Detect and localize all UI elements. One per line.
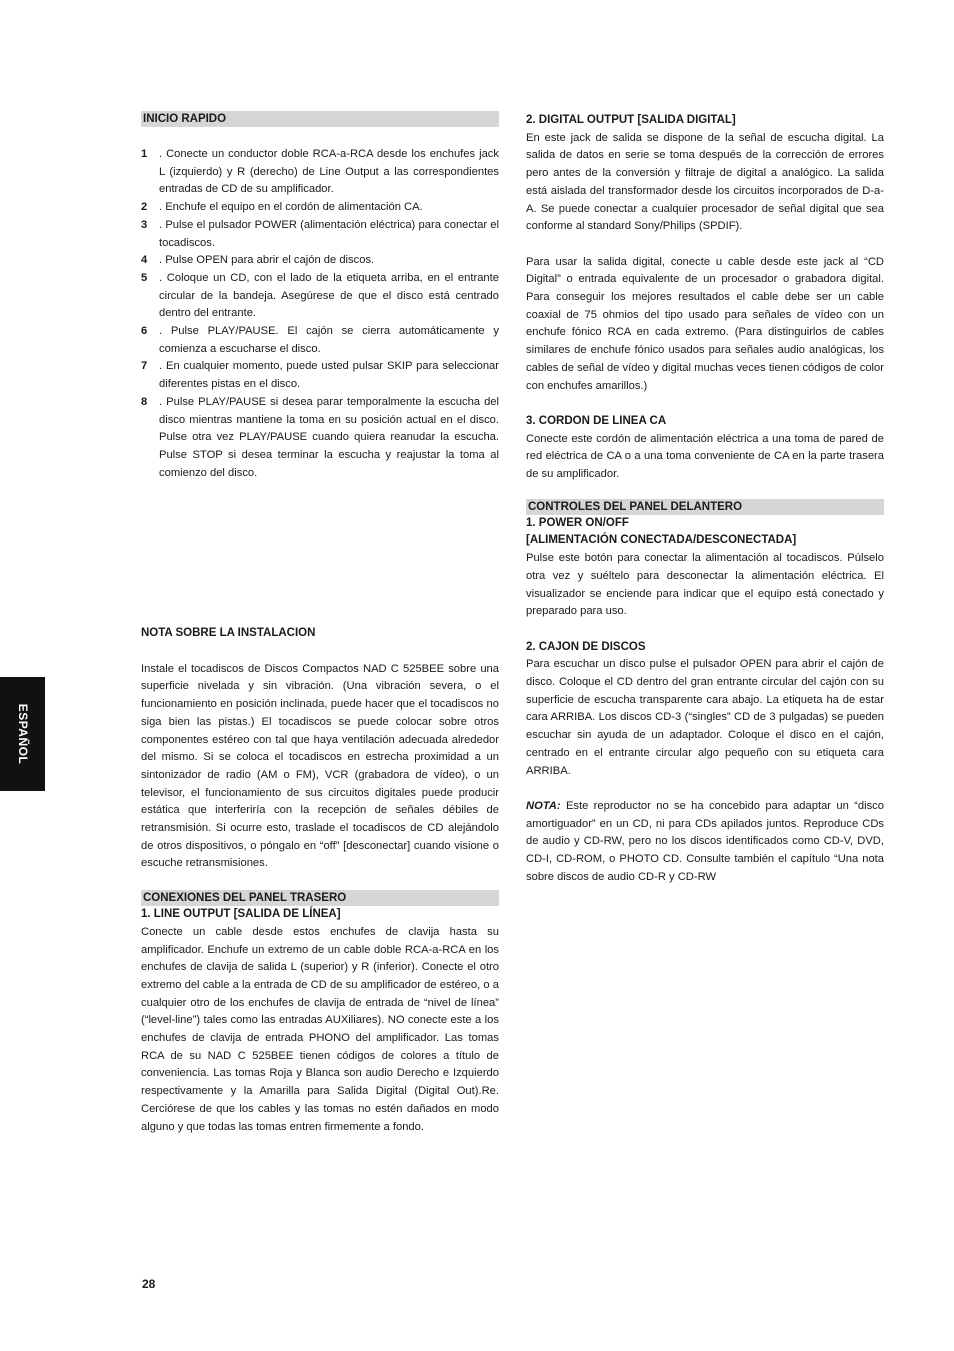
step-8: 8 . Pulse PLAY/PAUSE si desea parar temporalmente la escucha del disco mientras mantiene la toma en su posición actual en el disco. Pulse otra vez PLAY/PAUSE cuando quiera reanudar la escucha. Pulse STOP si desea terminar la escucha y reajustar la toma al comienzo del disco. — [141, 395, 499, 479]
page-number: 28 — [142, 1277, 156, 1291]
step-1: 1 . Conecte un conductor doble RCA-a-RCA desde los enchufes jack L (izquierdo) y R (derecho) de Line Output a las correspondientes entradas de CD de su amplificador. — [141, 148, 499, 196]
digital-output-text-2: Para usar la salida digital, conecte u cable desde este jack al “CD Digital” o entrada equivalente de un procesador o grabadora digital. Para conseguir los mejores resultados el cable debe ser un cable coaxial de 75 ohmios del tipo usado para señales de vídeo con un enchufe fónico RCA en cada extremo. (Para distinguirlos de cables similares de enchufe fónico usados para señales audio analógicas, los cables de señal de vídeo y digital muchas veces tienen códigos de color con enchufes amarillos.) — [526, 255, 884, 392]
installation-note-text: Instale el tocadiscos de Discos Compactos NAD C 525BEE sobre una superficie nivelada y sin vibración. (Una vibración severa, o el funcionamiento en posición inclinada, puede hacer que el tocadiscos no siga bien las pistas.) El tocadiscos se puede colocar sobre otros componentes estéreo con tal que haya ventilación adecuada alrededor del mismo. Si se coloca el tocadiscos en estrecha proximidad a un sintonizador de radio (AM o FM), VCR (grabadora de vídeo), o un televisor, el funcionamiento de sus circuitos digitales puede producir estática que interferiría con la recepción de señales débiles de retransmisión. Si ocurre esto, traslade el tocadiscos de CD alejándolo de otros dispositivos, o póngalo en “off” [desconectar] cuando visione o escuche retransmisiones. — [141, 662, 499, 870]
power-heading-2: [ALIMENTACIÓN CONECTADA/DESCONECTADA] — [526, 534, 797, 547]
step-2: 2 . Enchufe el equipo en el cordón de alimentación CA. — [141, 201, 423, 214]
step-6: 6 . Pulse PLAY/PAUSE. El cajón se cierra automáticamente y comienza a escucharse el disco. — [141, 325, 499, 355]
quick-start-steps — [141, 146, 499, 482]
right-column — [526, 112, 884, 886]
line-output-heading: 1. LINE OUTPUT [SALIDA DE LÍNEA] — [141, 908, 341, 921]
step-7: 7 . En cualquier momento, puede usted pulsar SKIP para seleccionar diferentes pistas en el disco. — [141, 360, 499, 391]
line-output-text: Conecte un cable desde estos enchufes de clavija hasta su amplificador. Enchufe un extremo de un cable doble RCA-a-RCA en los enchufes de clavija de salida L (superior) y R (inferior). Conecte el otro extremo del cable a la entrada de CD de su amplificador de estéreo, o a cualquier otro de los enchufes de clavija de entrada de “nivel de línea” (“level-line”) tales como las entradas AUXiliares). NO conecte este a los enchufes de clavija de entrada PHONO del amplificador. Las tomas RCA de su NAD C 525BEE tienen códigos de colores a título de conveniencia. Las tomas Roja y Blanca son audio Derecho e Izquierdo respectivamente y la Amarilla para Salida Digital (Digital Out).Re. Cerciórese de que los cables y las tomas no estén dañados en modo alguno y que todas las tomas entren firmemente a fondo. — [141, 925, 499, 1133]
step-5: 5 . Coloque un CD, con el lado de la etiqueta arriba, en el entrante circular de la bandeja. Asegúrese de que el disco está centrado dentro del entrante. — [141, 271, 499, 320]
language-tab — [0, 677, 45, 791]
language-tab-label: ESPAÑOL — [15, 703, 30, 765]
power-heading-1: 1. POWER ON/OFF — [526, 516, 629, 529]
section-header-controles: CONTROLES DEL PANEL DELANTERO — [526, 499, 884, 515]
left-column — [141, 111, 499, 1133]
step-3: 3 . Pulse el pulsador POWER (alimentación eléctrica) para conectar el tocadiscos. — [141, 218, 499, 249]
section-header-inicio-rapido: INICIO RAPIDO — [141, 111, 499, 127]
step-4: 4 . Pulse OPEN para abrir el cajón de discos. — [141, 254, 375, 267]
digital-output-heading: 2. DIGITAL OUTPUT [SALIDA DIGITAL] — [526, 114, 736, 126]
digital-output-text-1: En este jack de salida se dispone de la señal de escucha digital. La salida de datos en serie se toma después de la corrección de errores pero antes de la conversión y filtraje de digital a analógico. La salida está aislada del transformador desde los circuitos incorporados de D-a-A. Se puede conectar a cualquier procesador de señal digital que sea conforme al standard Sony/Philips (SPDIF). — [526, 131, 884, 233]
nota-label: NOTA: — [526, 799, 561, 812]
nota-paragraph — [526, 798, 884, 887]
cordon-heading: 3. CORDON DE LINEA CA — [526, 414, 667, 427]
installation-note-block — [141, 625, 499, 1136]
cordon-text: Conecte este cordón de alimentación eléctrica a una toma de pared de red eléctrica de CA o a una toma conveniente de CA en la parte trasera de su amplificador. — [526, 432, 884, 481]
cajon-heading: 2. CAJON DE DISCOS — [526, 640, 646, 653]
nota-text: Este reproductor no se ha concebido para adaptar un “disco amortiguador” en un CD, ni para CDs apilados juntos. Reproduce CDs de audio y CD-RW, pero no los discos identificados como CD-V, DVD, CD-I, CD-ROM, o PHOTO CD. Consulte también el capítulo “Una nota sobre discos de audio CD-R y CD-RW — [526, 799, 884, 883]
cajon-text: Para escuchar un disco pulse el pulsador OPEN para abrir el cajón de disco. Coloque el CD dentro del gran entrante circular del cajón con su superficie de escucha transparente cara abajo. La etiqueta ha de estar cara ARRIBA. Los discos CD-3 (“singles” CD de 3 pulgadas) se pueden escuchar sin ayuda de un adaptador. Coloque el disco en el cajón, centrado en el entrante circular algo pequeño con su etiqueta cara ARRIBA. — [526, 658, 884, 777]
installation-note-heading: NOTA SOBRE LA INSTALACION — [141, 627, 316, 639]
section-header-conexiones: CONEXIONES DEL PANEL TRASERO — [141, 890, 499, 906]
power-text: Pulse este botón para conectar la alimentación al tocadiscos. Púlselo otra vez y suéltelo para desconectar la alimentación eléctrica. El visualizador se enciende para indicar que el equipo está conectado y preparado para uso. — [526, 552, 884, 618]
